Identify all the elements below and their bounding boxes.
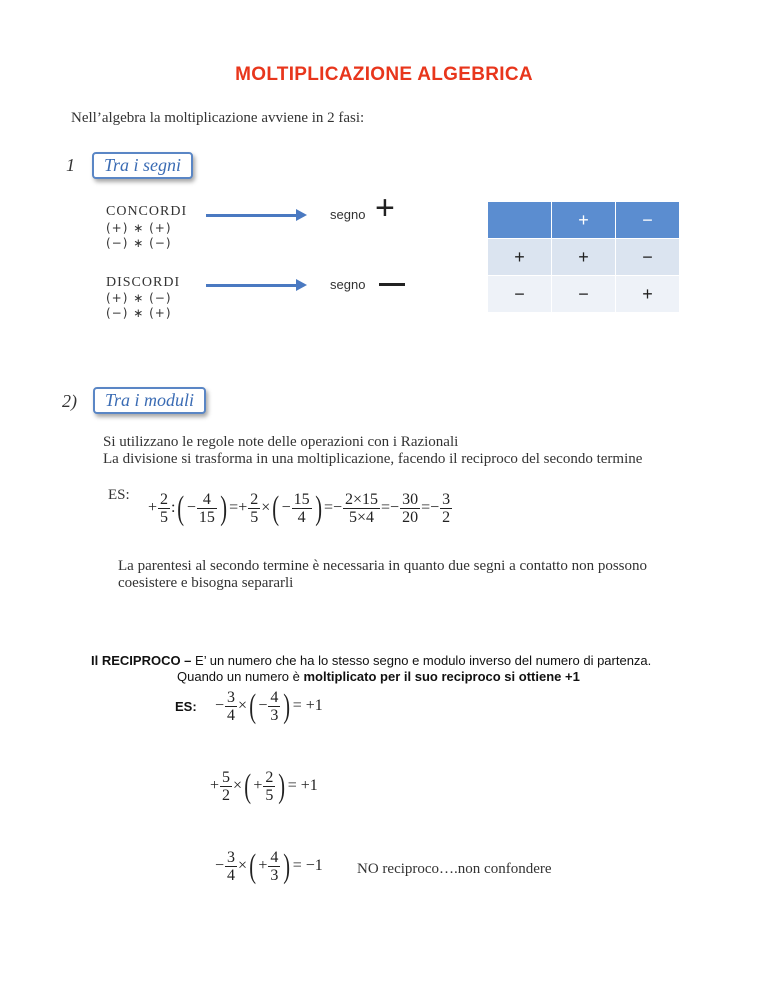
table-cell: + [616, 276, 680, 313]
step2-line-1: Si utilizzano le regole note delle operazioni con i Razionali [103, 434, 459, 450]
concordi-row-1: (+) ∗ (+) [106, 221, 172, 235]
fraction: $\frac{2}{5}$ [250, 491, 259, 526]
fraction: $\frac{2\times 15}{5\times 4}$ [344, 491, 379, 526]
step2-line-2: La divisione si trasforma in una moltiplicazione, facendo il reciproco del secondo termine [103, 451, 643, 467]
operator: × [261, 499, 271, 517]
sign: − [281, 499, 291, 517]
discordi-segno: segno [330, 277, 366, 292]
table-corner [488, 202, 552, 239]
reciproco-example-1: − $\frac{3}{4}$ ×( − $\frac{4}{3}$ ) = +1 [215, 687, 323, 725]
page-title: MOLTIPLICAZIONE ALGEBRICA [235, 64, 533, 85]
step2-example: + $\frac{2}{5}$ :( − $\frac{4}{15}$ ) =+ $\frac{2}{5}$ ×( − $\frac{15}{4}$ ) =− $\frac{2\times 15}{5\times 4}$ =− $\frac{30}{20}$ =− $\frac{3}{2}$ [148, 489, 451, 527]
step2-note-2: coesistere e bisogna separarli [118, 575, 294, 591]
table-header-plus: + [552, 202, 616, 239]
step2-number: 2) [62, 391, 77, 411]
sign-table [487, 201, 680, 313]
operator: =− [421, 499, 440, 517]
fraction: $\frac{4}{15}$ [198, 491, 215, 526]
plus-result: + [375, 189, 395, 227]
reciproco-definition [91, 653, 651, 668]
table-header-minus: − [616, 202, 680, 239]
reciproco-example-2: + $\frac{5}{2}$ ×( + $\frac{2}{5}$ ) = +1 [210, 767, 318, 805]
operator: =− [381, 499, 400, 517]
fraction: $\frac{2}{5}$ [160, 491, 169, 526]
sign: + [148, 499, 158, 517]
step1-label: Tra i segni [92, 152, 193, 179]
table-cell: − [552, 276, 616, 313]
reciproco-label: Il RECIPROCO – [91, 653, 192, 668]
operator: =− [323, 499, 342, 517]
step2-label: Tra i moduli [93, 387, 206, 414]
table-row-label-minus: − [488, 276, 552, 313]
concordi-row-2: (−) ∗ (−) [106, 236, 172, 250]
reciproco-rule-bold: moltiplicato per il suo reciproco si ottiene +1 [303, 669, 580, 684]
intro-text: Nell’algebra la moltiplicazione avviene in 2 fasi: [71, 110, 365, 126]
reciproco-example-3: − $\frac{3}{4}$ ×( + $\frac{4}{3}$ ) = −1 [215, 847, 323, 885]
reciproco-rule [177, 669, 580, 684]
fraction: $\frac{15}{4}$ [293, 491, 310, 526]
discordi-label: DISCORDI [106, 275, 181, 290]
discordi-row-1: (+) ∗ (−) [106, 291, 172, 305]
fraction: $\frac{30}{20}$ [402, 491, 419, 526]
reciproco-warning: NO reciproco….non confondere [357, 861, 552, 877]
fraction: $\frac{3}{2}$ [442, 491, 451, 526]
discordi-row-2: (−) ∗ (+) [106, 306, 172, 320]
reciproco-text: E’ un numero che ha lo stesso segno e modulo inverso del numero di partenza. [191, 653, 652, 668]
reciproco-rule-text: Quando un numero è [177, 669, 304, 684]
operator: =+ [229, 499, 248, 517]
reciproco-es-label: ES: [175, 699, 197, 714]
table-cell: − [616, 239, 680, 276]
step2-es-label: ES: [108, 487, 130, 503]
step2-note-1: La parentesi al secondo termine è necessaria in quanto due segni a contatto non possono [118, 558, 647, 574]
step1-number: 1 [66, 155, 75, 175]
table-cell: + [552, 239, 616, 276]
concordi-label: CONCORDI [106, 204, 188, 219]
sign: − [186, 499, 196, 517]
minus-result [379, 283, 405, 286]
table-row-label-plus: + [488, 239, 552, 276]
operator: : [171, 499, 176, 517]
concordi-segno: segno [330, 207, 366, 222]
